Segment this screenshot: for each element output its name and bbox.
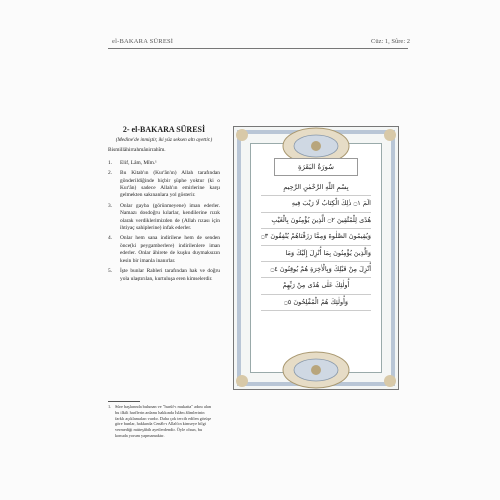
- verse-number: 1.: [108, 159, 113, 166]
- bottom-medallion-ornament: [281, 350, 351, 390]
- arabic-line: بِسْمِ اللّٰهِ الرَّحْمٰنِ الرَّحِيمِ: [261, 180, 371, 196]
- verse: [108, 235, 220, 265]
- corner-ornament: [384, 129, 396, 141]
- arabic-line: وَيُقِيمُونَ الصَّلٰوةَ وَمِمَّا رَزَقْنَاهُمْ يُنْفِقُونَ ۝٣: [261, 229, 371, 245]
- mushaf-ornament-panel: [233, 126, 399, 390]
- verse-number: 2.: [108, 170, 113, 177]
- verse-number: 4.: [108, 235, 113, 242]
- header-surah-title: el-BAKARA SÜRESİ: [112, 38, 174, 45]
- verse: [108, 268, 220, 283]
- verse: [108, 203, 220, 233]
- verse: [108, 160, 220, 167]
- footnote: [108, 404, 212, 439]
- surah-subtitle: (Medine'de inmiştir, iki yüz seksen altı ayettir.): [115, 137, 213, 144]
- corner-ornament: [236, 375, 248, 387]
- verse-text: Bu Kitab'ın (Kur'ân'ın) Allah tarafından gönderildiğinde hiçbir şüphe yoktur (ki o Kur'ân) sadece Allah'ın emirlerine karşı gelmekten sakınanlara yol gösterir.: [120, 170, 220, 199]
- header-juz-info: Cüz: 1, Sûre: 2: [371, 38, 410, 45]
- running-header: [108, 36, 408, 50]
- verse-text: Elif, Lâm, Mîm.¹: [120, 159, 157, 166]
- arabic-text-block: [261, 180, 371, 311]
- verse: [108, 170, 220, 200]
- arabic-line: أُولٰئِكَ عَلٰى هُدًى مِنْ رَبِّهِمْ: [261, 278, 371, 294]
- verse-number: 5.: [108, 268, 113, 275]
- arabic-line: هُدًى لِلْمُتَّقِينَ ۝٢ الَّذِينَ يُؤْمِنُونَ بِالْغَيْبِ: [261, 213, 371, 229]
- arabic-line: أُنْزِلَ مِنْ قَبْلِكَ وَبِالْاٰخِرَةِ هُمْ يُوقِنُونَ ۝٤: [261, 262, 371, 278]
- verse-number: 3.: [108, 202, 113, 209]
- footnote-number: 1.: [108, 404, 112, 409]
- arabic-line: وَأُولٰئِكَ هُمُ الْمُفْلِحُونَ ۝٥: [261, 295, 371, 311]
- basmala: Bismillâhirrahmânirrahîm.: [108, 147, 166, 154]
- corner-ornament: [384, 375, 396, 387]
- verse-text: İşte bunlar Rableri tarafından hak ve doğru yola ulaştırılan, kurtuluşa eren kimselerdir.: [120, 268, 220, 282]
- verse-text: Onlar hem sana indirilene hem de senden önce(ki peygamberlere) indirilenlere iman ederler. Onlar âhirete de kuşku duymaksızın kesin bir imanla inanırlar.: [120, 235, 220, 264]
- header-rule: [108, 48, 408, 49]
- arabic-line: وَالَّذِينَ يُؤْمِنُونَ بِمَا أُنْزِلَ إِلَيْكَ وَمَا: [261, 246, 371, 262]
- arabic-line: الٓمٓ ۝١ ذٰلِكَ الْكِتَابُ لَا رَيْبَ فِيهِ: [261, 196, 371, 212]
- surah-header-box: سُورَةُ البَقَرَةِ: [274, 158, 358, 176]
- surah-title: 2- el-BAKARA SÜRESİ: [122, 125, 206, 134]
- verse-text: Onlar gayba (görünmeyene) iman ederler. Namazı dosdoğru kılarlar, kendilerine rızık olarak verdiklerimizden de (Allah rızası için ihtiyaç sahiplerine) infak ederler.: [120, 202, 220, 232]
- mushaf-text-frame: [250, 143, 382, 373]
- translation-column: [108, 126, 220, 286]
- corner-ornament: [236, 129, 248, 141]
- footnote-rule: [108, 401, 140, 402]
- footnote-text: Sûre başlarında bulunan ve "hurûf-ı mukatta" adını alan bu ilkili harflerin anlamı hakkında İslâm âlimlerinin farklı açıklamaları vardır. Daha çok tercih edilen görüşe göre bunlar, hakkında Cenâb-ı Allah'ın kimseye bilgi vermediği müteşâbih ayetlerdendir. Öyle olsun, bu konuda yorum yapmamaktır.: [115, 404, 212, 438]
